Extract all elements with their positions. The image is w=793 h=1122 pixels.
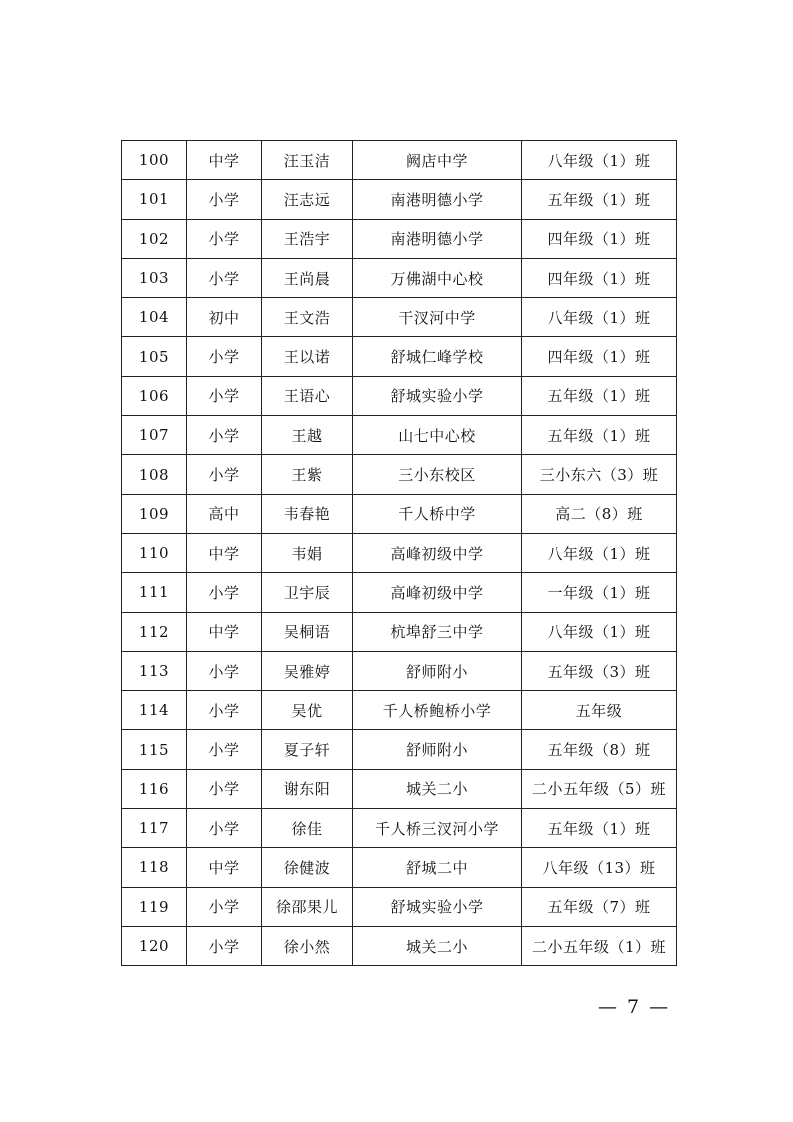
class-cell: 五年级（1）班 [522,416,677,455]
class-cell: 五年级（8）班 [522,730,677,769]
table-row [122,376,677,415]
student-name-cell: 谢东阳 [262,769,353,808]
student-name-cell: 汪玉洁 [262,141,353,180]
table-row [122,769,677,808]
school-level-cell: 小学 [187,730,262,769]
school-level-cell: 小学 [187,573,262,612]
school-level-cell: 中学 [187,848,262,887]
class-cell: 八年级（13）班 [522,848,677,887]
serial-number-cell: 113 [122,651,187,690]
table-row [122,887,677,926]
serial-number-cell: 103 [122,258,187,297]
table-row [122,219,677,258]
class-cell: 八年级（1）班 [522,533,677,572]
serial-number-cell: 101 [122,180,187,219]
serial-number-cell: 119 [122,887,187,926]
school-name-cell: 万佛湖中心校 [353,258,522,297]
table-row [122,180,677,219]
student-name-cell: 王以诺 [262,337,353,376]
school-level-cell: 小学 [187,769,262,808]
table-row [122,926,677,965]
class-cell: 八年级（1）班 [522,141,677,180]
student-name-cell: 王浩宇 [262,219,353,258]
serial-number-cell: 106 [122,376,187,415]
class-cell: 二小五年级（5）班 [522,769,677,808]
student-name-cell: 汪志远 [262,180,353,219]
class-cell: 五年级（7）班 [522,887,677,926]
table-row [122,258,677,297]
serial-number-cell: 104 [122,298,187,337]
class-cell: 四年级（1）班 [522,258,677,297]
class-cell: 八年级（1）班 [522,298,677,337]
class-cell: 五年级（1）班 [522,376,677,415]
student-name-cell: 韦娟 [262,533,353,572]
class-cell: 二小五年级（1）班 [522,926,677,965]
school-level-cell: 中学 [187,612,262,651]
student-name-cell: 徐小然 [262,926,353,965]
class-cell: 三小东六（3）班 [522,455,677,494]
class-cell: 五年级（1）班 [522,180,677,219]
serial-number-cell: 100 [122,141,187,180]
serial-number-cell: 118 [122,848,187,887]
serial-number-cell: 116 [122,769,187,808]
serial-number-cell: 117 [122,809,187,848]
school-level-cell: 小学 [187,416,262,455]
student-name-cell: 韦春艳 [262,494,353,533]
class-cell: 八年级（1）班 [522,612,677,651]
student-name-cell: 王语心 [262,376,353,415]
school-level-cell: 小学 [187,455,262,494]
student-name-cell: 王紫 [262,455,353,494]
school-level-cell: 小学 [187,376,262,415]
serial-number-cell: 111 [122,573,187,612]
school-name-cell: 高峰初级中学 [353,533,522,572]
table-row [122,730,677,769]
serial-number-cell: 120 [122,926,187,965]
student-name-cell: 吴雅婷 [262,651,353,690]
school-name-cell: 南港明德小学 [353,219,522,258]
school-name-cell: 杭埠舒三中学 [353,612,522,651]
school-name-cell: 三小东校区 [353,455,522,494]
student-name-cell: 夏子轩 [262,730,353,769]
school-level-cell: 中学 [187,141,262,180]
serial-number-cell: 115 [122,730,187,769]
table-row [122,141,677,180]
school-level-cell: 初中 [187,298,262,337]
class-cell: 五年级（3）班 [522,651,677,690]
class-cell: 五年级 [522,691,677,730]
serial-number-cell: 107 [122,416,187,455]
class-cell: 五年级（1）班 [522,809,677,848]
table-row [122,533,677,572]
school-name-cell: 舒城实验小学 [353,887,522,926]
page-number: — 7 — [598,996,671,1018]
table-row [122,651,677,690]
table-row [122,848,677,887]
school-name-cell: 舒城实验小学 [353,376,522,415]
class-cell: 四年级（1）班 [522,219,677,258]
school-name-cell: 南港明德小学 [353,180,522,219]
table-row [122,612,677,651]
class-cell: 一年级（1）班 [522,573,677,612]
school-name-cell: 舒城二中 [353,848,522,887]
school-level-cell: 小学 [187,926,262,965]
student-name-cell: 卫宇辰 [262,573,353,612]
table-row [122,455,677,494]
serial-number-cell: 102 [122,219,187,258]
school-name-cell: 山七中心校 [353,416,522,455]
school-level-cell: 小学 [187,258,262,297]
student-name-cell: 吴桐语 [262,612,353,651]
school-level-cell: 小学 [187,337,262,376]
student-name-cell: 王尚晨 [262,258,353,297]
school-name-cell: 城关二小 [353,926,522,965]
student-name-cell: 徐邵果儿 [262,887,353,926]
table-row [122,416,677,455]
table-row [122,691,677,730]
table-row [122,337,677,376]
table-row [122,809,677,848]
school-name-cell: 舒师附小 [353,651,522,690]
school-name-cell: 千人桥鲍桥小学 [353,691,522,730]
table-row [122,494,677,533]
school-level-cell: 小学 [187,691,262,730]
roster-body [122,141,677,966]
student-name-cell: 王文浩 [262,298,353,337]
school-level-cell: 小学 [187,180,262,219]
school-level-cell: 小学 [187,219,262,258]
serial-number-cell: 109 [122,494,187,533]
school-level-cell: 小学 [187,651,262,690]
table-row [122,298,677,337]
table-row [122,573,677,612]
school-level-cell: 中学 [187,533,262,572]
school-name-cell: 舒师附小 [353,730,522,769]
student-name-cell: 徐健波 [262,848,353,887]
school-name-cell: 舒城仁峰学校 [353,337,522,376]
school-level-cell: 小学 [187,887,262,926]
serial-number-cell: 112 [122,612,187,651]
school-level-cell: 高中 [187,494,262,533]
student-name-cell: 徐佳 [262,809,353,848]
school-level-cell: 小学 [187,809,262,848]
school-name-cell: 高峰初级中学 [353,573,522,612]
serial-number-cell: 108 [122,455,187,494]
school-name-cell: 干汊河中学 [353,298,522,337]
student-name-cell: 吴优 [262,691,353,730]
class-cell: 四年级（1）班 [522,337,677,376]
class-cell: 高二（8）班 [522,494,677,533]
student-name-cell: 王越 [262,416,353,455]
school-name-cell: 千人桥三汊河小学 [353,809,522,848]
serial-number-cell: 110 [122,533,187,572]
roster-table [121,140,677,966]
serial-number-cell: 105 [122,337,187,376]
school-name-cell: 千人桥中学 [353,494,522,533]
school-name-cell: 城关二小 [353,769,522,808]
serial-number-cell: 114 [122,691,187,730]
school-name-cell: 阙店中学 [353,141,522,180]
